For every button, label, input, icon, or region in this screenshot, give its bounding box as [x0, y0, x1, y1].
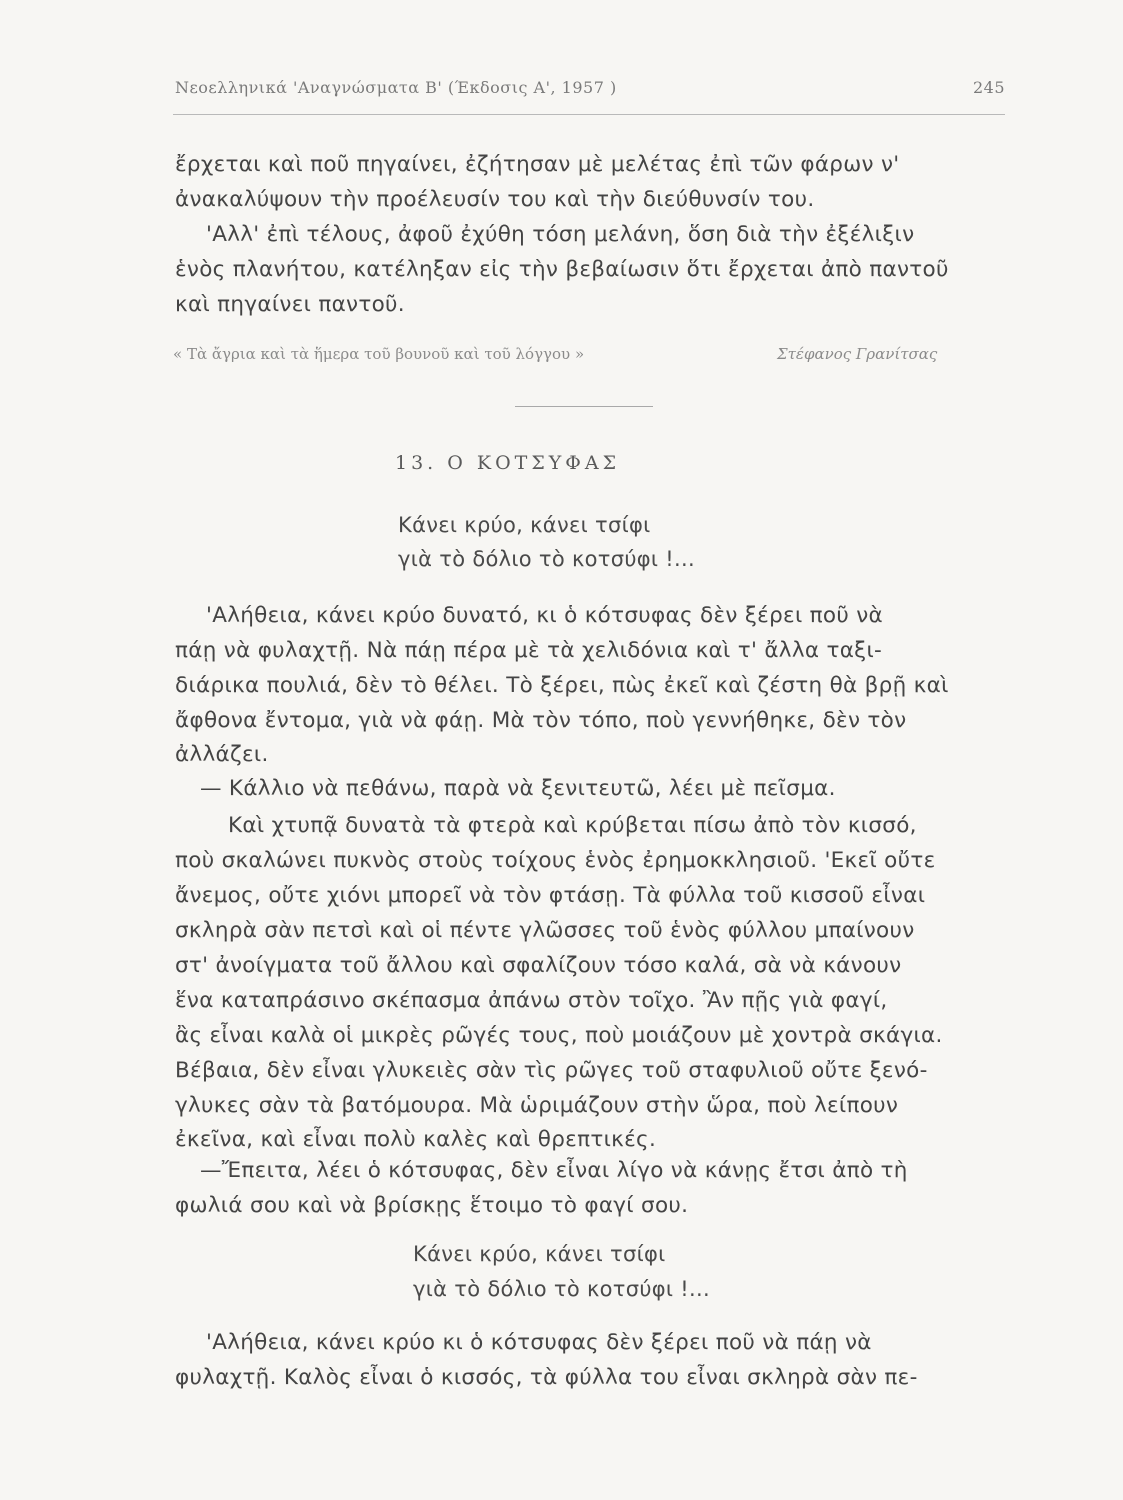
dialog-line: —Ἔπειτα, λέει ὁ κότσυφας, δὲν εἶναι λίγο νὰ κάνῃς ἔτσι ἀπὸ τὴ [200, 1158, 908, 1183]
text-line: ποὺ σκαλώνει πυκνὸς στοὺς τοίχους ἑνὸς ἐρημοκκλησιοῦ. 'Εκεῖ οὔτε [175, 848, 936, 873]
text-line: ἀνακαλύψουν τὴν προέλευσίν του καὶ τὴν διεύθυνσίν του. [175, 187, 815, 212]
verse-line: γιὰ τὸ δόλιο τὸ κοτσύφι !... [398, 547, 695, 571]
chapter-title: 13. Ο ΚΟΤΣΥΦΑΣ [395, 452, 621, 474]
text-line: 'Αλλ' ἐπὶ τέλους, ἀφοῦ ἐχύθη τόση μελάνη, ὅση διὰ τὴν ἐξέλιξιν [206, 222, 915, 247]
text-line: ἔρχεται καὶ ποῦ πηγαίνει, ἐζήτησαν μὲ μελέτας ἐπὶ τῶν φάρων ν' [175, 152, 900, 177]
text-line: ἄνεμος, οὔτε χιόνι μπορεῖ νὰ τὸν φτάσῃ. Τὰ φύλλα τοῦ κισσοῦ εἶναι [175, 883, 926, 908]
header-rule [173, 114, 1005, 115]
text-line: φυλαχτῇ. Καλὸς εἶναι ὁ κισσός, τὰ φύλλα του εἶναι σκληρὰ σὰν πε- [175, 1365, 918, 1390]
verse-line: γιὰ τὸ δόλιο τὸ κοτσύφι !... [413, 1277, 710, 1301]
running-title: Νεοελληνικά 'Αναγνώσματα Β' (Έκδοσις Α', 1957 ) [175, 78, 617, 97]
text-line: ἑνὸς πλανήτου, κατέληξαν εἰς τὴν βεβαίωσιν ὅτι ἔρχεται ἀπὸ παντοῦ [175, 257, 949, 282]
text-line: ἂς εἶναι καλὰ οἱ μικρὲς ρῶγές τους, ποὺ μοιάζουν μὲ χοντρὰ σκάγια. [175, 1023, 943, 1048]
page-number: 245 [972, 78, 1005, 97]
text-line: ἕνα καταπράσινο σκέπασμα ἀπάνω στὸν τοῖχο. Ἂν πῇς γιὰ φαγί, [175, 988, 888, 1013]
verse-line: Κάνει κρύο, κάνει τσίφι [413, 1242, 666, 1266]
dialog-line: — Κάλλιο νὰ πεθάνω, παρὰ νὰ ξενιτευτῶ, λέει μὲ πεῖσμα. [200, 776, 836, 801]
text-line: καὶ πηγαίνει παντοῦ. [175, 292, 405, 317]
text-line: ἀλλάζει. [175, 742, 269, 767]
text-line: Καὶ χτυπᾷ δυνατὰ τὰ φτερὰ καὶ κρύβεται πίσω ἀπὸ τὸν κισσό, [228, 813, 917, 838]
text-line: στ' ἀνοίγματα τοῦ ἄλλου καὶ σφαλίζουν τόσο καλά, σὰ νὰ κάνουν [175, 953, 902, 978]
running-header [175, 78, 1005, 104]
text-line: γλυκες σὰν τὰ βατόμουρα. Μὰ ὡριμάζουν στὴν ὥρα, ποὺ λείπουν [175, 1093, 899, 1118]
text-line: Βέβαια, δὲν εἶναι γλυκειὲς σὰν τὶς ρῶγες τοῦ σταφυλιοῦ οὔτε ξενό- [175, 1058, 928, 1083]
source-author: Στέφανος Γρανίτσας [777, 345, 938, 363]
text-line: πάῃ νὰ φυλαχτῇ. Νὰ πάῃ πέρα μὲ τὰ χελιδόνια καὶ τ' ἄλλα ταξι- [175, 638, 883, 663]
verse-line: Κάνει κρύο, κάνει τσίφι [398, 513, 651, 537]
text-line: 'Αλήθεια, κάνει κρύο κι ὁ κότσυφας δὲν ξέρει ποῦ νὰ πάῃ νὰ [206, 1330, 872, 1355]
section-separator [515, 406, 653, 407]
text-line: φωλιά σου καὶ νὰ βρίσκῃς ἕτοιμο τὸ φαγί σου. [175, 1193, 689, 1218]
text-line: διάρικα πουλιά, δὲν τὸ θέλει. Τὸ ξέρει, πὼς ἐκεῖ καὶ ζέστη θὰ βρῇ καὶ [175, 673, 949, 698]
text-line: 'Αλήθεια, κάνει κρύο δυνατό, κι ὁ κότσυφας δὲν ξέρει ποῦ νὰ [206, 603, 884, 628]
text-line: σκληρὰ σὰν πετσὶ καὶ οἱ πέντε γλῶσσες τοῦ ἑνὸς φύλλου μπαίνουν [175, 918, 915, 943]
text-line: ἐκεῖνα, καὶ εἶναι πολὺ καλὲς καὶ θρεπτικές. [175, 1127, 657, 1152]
text-line: ἄφθονα ἔντομα, γιὰ νὰ φάῃ. Μὰ τὸν τόπο, ποὺ γεννήθηκε, δὲν τὸν [175, 708, 907, 733]
source-title: « Τὰ ἄγρια καὶ τὰ ἥμερα τοῦ βουνοῦ καὶ τοῦ λόγγου » [173, 345, 585, 363]
